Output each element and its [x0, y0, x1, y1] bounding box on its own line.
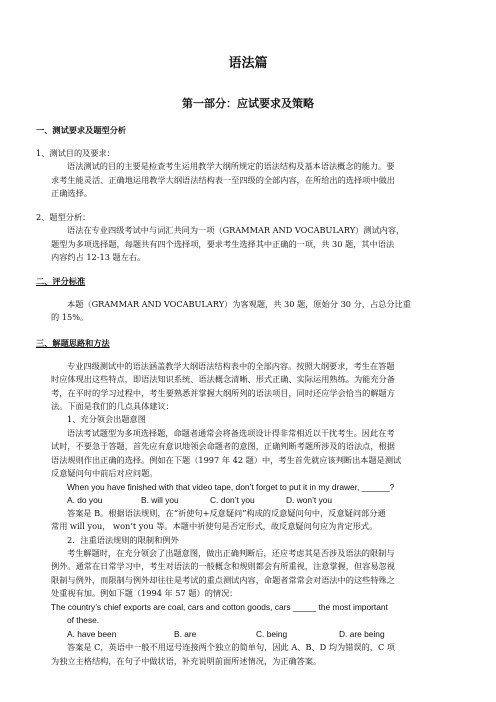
example-sentence-1: When you have finished with that video tape, don’t forget to put it in my drawer, ______?: [67, 482, 395, 492]
paragraph-line: 为独立主格结构，在句子中做状语，补充说明前面所述情况，为正确答案。: [51, 656, 322, 666]
paragraph-line: 常用 will you， won’t you 等。本题中祈使句是否定形式，故反意疑问句应为肯定形式。: [51, 521, 378, 531]
tip-heading-2: 2．注重语法规则的限制和例外: [67, 535, 179, 545]
option-d: D. won’t you: [286, 495, 333, 505]
paragraph-line: 处重视有加。例如下题（1994 年 57 题）的情况：: [51, 588, 238, 598]
page-title: 语法篇: [228, 56, 268, 71]
paragraph-line: 限制与例外，而限制与例外却往往是考试的重点测试内容，命题者常常会对语法中的这些特殊之: [51, 575, 395, 585]
paragraph-line: 答案是 B。根据语法规则，在“祈使句+反意疑问”构成的反意疑问句中，反意疑问部分通: [67, 508, 386, 518]
paragraph-line: 的 15%。: [51, 312, 89, 322]
option-d: D. are being: [339, 629, 385, 639]
paragraph-line: 考，在平时的学习过程中，考生要熟悉并掌握大纲所列的语法项目，同时还应学会恰当的解题方: [51, 388, 395, 398]
paragraph-line: 求考生能灵活、正确地运用教学大纲语法结构表一至四级的全部内容，在所给出的选择项中做出: [51, 175, 395, 185]
paragraph-line: 时应体现出这些特点，即语法知识系统、语法概念清晰、形式正确、实际运用熟练。为能充分备: [51, 374, 395, 384]
paragraph-line: 试时，不要急于答题，首先应有意识地领会命题者的意图，正确判断考题所涉及的语法点，根据: [51, 441, 395, 451]
option-c: C. being: [256, 629, 288, 639]
paragraph-line: 语法考试题型为多项选择题，命题者通常会将备选项设计得非常相近以干扰考生。因此在考: [67, 428, 395, 438]
paragraph-line: 本题（GRAMMAR AND VOCABULARY）为客观题，共 30 题，原始分 30 分，占总分比重: [67, 299, 411, 309]
section-heading-1: 一、测试要求及题型分析: [36, 125, 127, 135]
example-sentence-2: The country’s chief exports are coal, cars and cotton goods, cars _____ the most important: [51, 602, 388, 612]
paragraph-line: 语法测试的目的主要是检查考生运用教学大纲所规定的语法结构及基本语法概念的能力。要: [67, 161, 395, 171]
paragraph-line: 语法规则作出正确的选择。例如在下题（1997 年 42 题）中，考生首先就应该判断出本题是测试: [51, 455, 402, 465]
example-sentence-2-cont: of these.: [67, 615, 100, 625]
section-heading-3: 三、解题思路和方法: [36, 338, 110, 348]
paragraph-line: 例外。通常在日常学习中，考生对语法的一般概念和规则都会有所重视，注意掌握，但容易忽视: [51, 561, 395, 571]
paragraph-line: 考生解题时，在充分领会了出题意图，做出正确判断后，还应考虑其是否涉及语法的限制与: [67, 548, 395, 558]
paragraph-line: 题型为多项选择题，每题共有四个选择项，要求考生选择其中正确的一项，共 30 题，其中语法: [51, 239, 395, 249]
part-title: 第一部分：应试要求及策略: [182, 97, 314, 110]
option-a: A. do you: [67, 495, 103, 505]
paragraph-line: 正确选择。: [51, 188, 92, 198]
tip-heading-1: 1、充分领会出题意图: [67, 414, 146, 424]
option-b: B. will you: [141, 495, 179, 505]
paragraph-line: 反意疑问句中前后对应问题。: [51, 468, 158, 478]
option-b: B. are: [174, 629, 197, 639]
subheading-type-analysis: 2、题型分析：: [36, 212, 91, 222]
paragraph-line: 法。下面是我们的几点具体建议：: [51, 401, 174, 411]
section-heading-2: 二、评分标准: [36, 276, 86, 286]
option-a: A. have been: [67, 629, 117, 639]
option-c: C. don’t you: [210, 495, 255, 505]
paragraph-line: 语法在专业四级考试中与词汇共同为一项（GRAMMAR AND VOCABULARY）测试内容，: [67, 225, 405, 235]
subheading-purpose: 1、测试目的及要求：: [36, 148, 115, 158]
paragraph-line: 专业四级测试中的语法涵盖教学大纲语法结构表中的全部内容。按照大纲要求，考生在答题: [67, 361, 395, 371]
paragraph-line: 内容约占 12-13 题左右。: [51, 252, 146, 262]
paragraph-line: 答案是 C，英语中一般不用逗号连接两个独立的简单句，因此 A、B、D 均为错误的，C 项: [67, 642, 395, 652]
